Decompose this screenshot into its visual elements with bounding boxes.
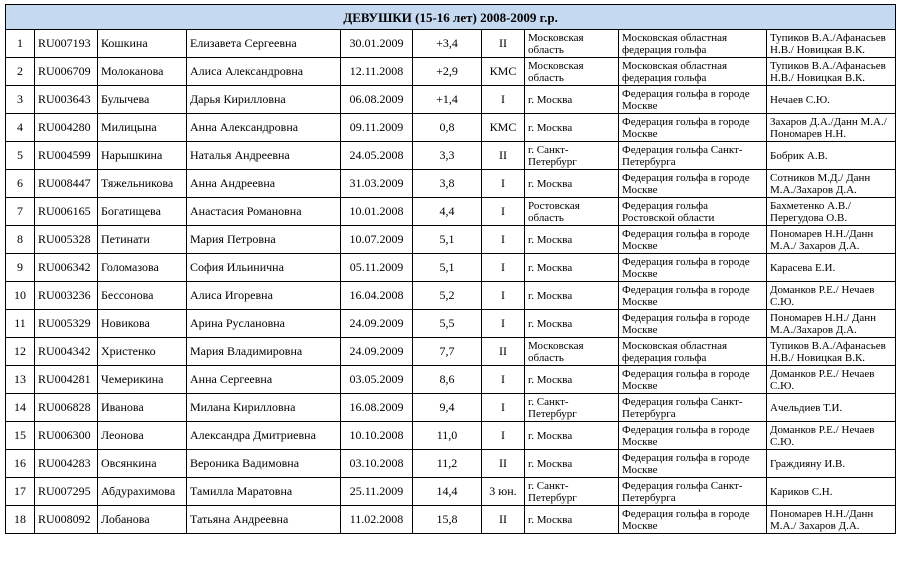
region: Московская область	[525, 30, 619, 58]
coach: Бобрик А.В.	[767, 142, 896, 170]
coach: Сотников М.Д./ Данн М.А./Захаров Д.А.	[767, 170, 896, 198]
table-row	[6, 142, 896, 170]
coach: Доманков Р.Е./ Нечаев С.Ю.	[767, 366, 896, 394]
coach: Пономарев Н.Н./Данн М.А./ Захаров Д.А.	[767, 226, 896, 254]
handicap: 11,2	[413, 450, 482, 478]
row-number: 14	[6, 394, 35, 422]
birth-date: 24.09.2009	[341, 338, 413, 366]
region: г. Санкт-Петербург	[525, 394, 619, 422]
row-number: 5	[6, 142, 35, 170]
region: г. Москва	[525, 310, 619, 338]
first-name: Мария Петровна	[187, 226, 341, 254]
federation: Федерация гольфа в городе Москве	[619, 506, 767, 534]
table-row	[6, 226, 896, 254]
table-row	[6, 394, 896, 422]
sport-rank: 3 юн.	[482, 478, 525, 506]
handicap: 3,3	[413, 142, 482, 170]
sport-rank: II	[482, 338, 525, 366]
handicap: 14,4	[413, 478, 482, 506]
federation: Московская областная федерация гольфа	[619, 58, 767, 86]
handicap: 9,4	[413, 394, 482, 422]
first-name: Наталья Андреевна	[187, 142, 341, 170]
region: г. Москва	[525, 170, 619, 198]
roster-sheet	[5, 4, 896, 534]
table-row	[6, 506, 896, 534]
coach: Бахметенко А.В./ Перегудова О.В.	[767, 198, 896, 226]
handicap: 15,8	[413, 506, 482, 534]
first-name: Анна Андреевна	[187, 170, 341, 198]
last-name: Петинати	[98, 226, 187, 254]
region: г. Москва	[525, 114, 619, 142]
birth-date: 25.11.2009	[341, 478, 413, 506]
federation: Федерация гольфа в городе Москве	[619, 310, 767, 338]
player-id: RU004281	[35, 366, 98, 394]
first-name: Алиса Александровна	[187, 58, 341, 86]
region: г. Москва	[525, 226, 619, 254]
sport-rank: I	[482, 366, 525, 394]
federation: Федерация гольфа Санкт-Петербурга	[619, 478, 767, 506]
birth-date: 12.11.2008	[341, 58, 413, 86]
coach: Тупиков В.А./Афанасьев Н.В./ Новицкая В.К.	[767, 58, 896, 86]
handicap: 11,0	[413, 422, 482, 450]
birth-date: 03.05.2009	[341, 366, 413, 394]
federation: Московская областная федерация гольфа	[619, 30, 767, 58]
player-id: RU007295	[35, 478, 98, 506]
table-row	[6, 114, 896, 142]
sport-rank: I	[482, 422, 525, 450]
row-number: 7	[6, 198, 35, 226]
player-id: RU005328	[35, 226, 98, 254]
handicap: 5,5	[413, 310, 482, 338]
table-row	[6, 310, 896, 338]
first-name: Арина Руслановна	[187, 310, 341, 338]
coach: Пономарев Н.Н./ Данн М.А./Захаров Д.А.	[767, 310, 896, 338]
first-name: Тамилла Маратовна	[187, 478, 341, 506]
coach: Доманков Р.Е./ Нечаев С.Ю.	[767, 422, 896, 450]
last-name: Овсянкина	[98, 450, 187, 478]
last-name: Кошкина	[98, 30, 187, 58]
region: Московская область	[525, 338, 619, 366]
player-id: RU004599	[35, 142, 98, 170]
player-id: RU004342	[35, 338, 98, 366]
federation: Федерация гольфа в городе Москве	[619, 86, 767, 114]
region: Московская область	[525, 58, 619, 86]
sport-rank: I	[482, 394, 525, 422]
table-row	[6, 282, 896, 310]
last-name: Чемерикина	[98, 366, 187, 394]
region: г. Санкт-Петербург	[525, 142, 619, 170]
row-number: 10	[6, 282, 35, 310]
player-id: RU006300	[35, 422, 98, 450]
row-number: 3	[6, 86, 35, 114]
table-row	[6, 58, 896, 86]
player-id: RU006828	[35, 394, 98, 422]
federation: Федерация гольфа в городе Москве	[619, 226, 767, 254]
region: Ростовская область	[525, 198, 619, 226]
last-name: Молоканова	[98, 58, 187, 86]
row-number: 11	[6, 310, 35, 338]
player-id: RU006342	[35, 254, 98, 282]
federation: Федерация гольфа в городе Москве	[619, 282, 767, 310]
player-id: RU008092	[35, 506, 98, 534]
handicap: 5,1	[413, 254, 482, 282]
birth-date: 30.01.2009	[341, 30, 413, 58]
row-number: 8	[6, 226, 35, 254]
coach: Доманков Р.Е./ Нечаев С.Ю.	[767, 282, 896, 310]
coach: Тупиков В.А./Афанасьев Н.В./ Новицкая В.К.	[767, 338, 896, 366]
row-number: 4	[6, 114, 35, 142]
birth-date: 11.02.2008	[341, 506, 413, 534]
roster-table	[5, 4, 896, 534]
first-name: Александра Дмитриевна	[187, 422, 341, 450]
handicap: 5,2	[413, 282, 482, 310]
sport-rank: I	[482, 226, 525, 254]
birth-date: 10.10.2008	[341, 422, 413, 450]
region: г. Москва	[525, 450, 619, 478]
region: г. Москва	[525, 506, 619, 534]
federation: Федерация гольфа в городе Москве	[619, 114, 767, 142]
table-row	[6, 254, 896, 282]
first-name: София Ильинична	[187, 254, 341, 282]
player-id: RU004283	[35, 450, 98, 478]
federation: Федерация гольфа в городе Москве	[619, 450, 767, 478]
sport-rank: I	[482, 254, 525, 282]
row-number: 18	[6, 506, 35, 534]
first-name: Дарья Кирилловна	[187, 86, 341, 114]
first-name: Анна Александровна	[187, 114, 341, 142]
last-name: Тяжельникова	[98, 170, 187, 198]
birth-date: 05.11.2009	[341, 254, 413, 282]
birth-date: 31.03.2009	[341, 170, 413, 198]
coach: Захаров Д.А./Данн М.А./Пономарев Н.Н.	[767, 114, 896, 142]
first-name: Вероника Вадимовна	[187, 450, 341, 478]
coach: Карасева Е.И.	[767, 254, 896, 282]
row-number: 16	[6, 450, 35, 478]
player-id: RU008447	[35, 170, 98, 198]
row-number: 15	[6, 422, 35, 450]
first-name: Мария Владимировна	[187, 338, 341, 366]
sport-rank: II	[482, 450, 525, 478]
first-name: Елизавета Сергеевна	[187, 30, 341, 58]
handicap: +1,4	[413, 86, 482, 114]
birth-date: 16.08.2009	[341, 394, 413, 422]
coach: Пономарев Н.Н./Данн М.А./ Захаров Д.А.	[767, 506, 896, 534]
birth-date: 10.01.2008	[341, 198, 413, 226]
first-name: Анастасия Романовна	[187, 198, 341, 226]
sport-rank: II	[482, 506, 525, 534]
region: г. Москва	[525, 86, 619, 114]
table-row	[6, 30, 896, 58]
federation: Федерация гольфа в городе Москве	[619, 422, 767, 450]
player-id: RU007193	[35, 30, 98, 58]
region: г. Санкт-Петербург	[525, 478, 619, 506]
birth-date: 09.11.2009	[341, 114, 413, 142]
handicap: +3,4	[413, 30, 482, 58]
first-name: Милана Кирилловна	[187, 394, 341, 422]
handicap: 3,8	[413, 170, 482, 198]
roster-body	[6, 5, 896, 534]
title-row	[6, 5, 896, 30]
federation: Федерация гольфа Санкт-Петербурга	[619, 394, 767, 422]
federation: Московская областная федерация гольфа	[619, 338, 767, 366]
player-id: RU006709	[35, 58, 98, 86]
first-name: Алиса Игоревна	[187, 282, 341, 310]
sport-rank: I	[482, 310, 525, 338]
birth-date: 24.05.2008	[341, 142, 413, 170]
last-name: Леонова	[98, 422, 187, 450]
player-id: RU003643	[35, 86, 98, 114]
region: г. Москва	[525, 422, 619, 450]
table-row	[6, 170, 896, 198]
sport-rank: I	[482, 282, 525, 310]
player-id: RU005329	[35, 310, 98, 338]
row-number: 13	[6, 366, 35, 394]
federation: Федерация гольфа Ростовской области	[619, 198, 767, 226]
last-name: Христенко	[98, 338, 187, 366]
region: г. Москва	[525, 282, 619, 310]
table-row	[6, 450, 896, 478]
first-name: Татьяна Андреевна	[187, 506, 341, 534]
handicap: 8,6	[413, 366, 482, 394]
sport-rank: II	[482, 30, 525, 58]
table-row	[6, 338, 896, 366]
handicap: 4,4	[413, 198, 482, 226]
coach: Тупиков В.А./Афанасьев Н.В./ Новицкая В.К.	[767, 30, 896, 58]
player-id: RU003236	[35, 282, 98, 310]
last-name: Богатищева	[98, 198, 187, 226]
table-row	[6, 198, 896, 226]
table-row	[6, 478, 896, 506]
row-number: 9	[6, 254, 35, 282]
first-name: Анна Сергеевна	[187, 366, 341, 394]
last-name: Лобанова	[98, 506, 187, 534]
region: г. Москва	[525, 254, 619, 282]
row-number: 12	[6, 338, 35, 366]
birth-date: 10.07.2009	[341, 226, 413, 254]
sport-rank: I	[482, 198, 525, 226]
birth-date: 16.04.2008	[341, 282, 413, 310]
handicap: 7,7	[413, 338, 482, 366]
row-number: 2	[6, 58, 35, 86]
sport-rank: I	[482, 86, 525, 114]
player-id: RU006165	[35, 198, 98, 226]
sport-rank: КМС	[482, 58, 525, 86]
last-name: Голомазова	[98, 254, 187, 282]
table-row	[6, 366, 896, 394]
birth-date: 03.10.2008	[341, 450, 413, 478]
birth-date: 06.08.2009	[341, 86, 413, 114]
sport-rank: I	[482, 170, 525, 198]
row-number: 1	[6, 30, 35, 58]
last-name: Абдурахимова	[98, 478, 187, 506]
sport-rank: КМС	[482, 114, 525, 142]
federation: Федерация гольфа в городе Москве	[619, 254, 767, 282]
table-title: ДЕВУШКИ (15-16 лет) 2008-2009 г.р.	[6, 5, 896, 30]
federation: Федерация гольфа в городе Москве	[619, 170, 767, 198]
row-number: 6	[6, 170, 35, 198]
last-name: Иванова	[98, 394, 187, 422]
handicap: 5,1	[413, 226, 482, 254]
region: г. Москва	[525, 366, 619, 394]
federation: Федерация гольфа Санкт-Петербурга	[619, 142, 767, 170]
last-name: Милицына	[98, 114, 187, 142]
federation: Федерация гольфа в городе Москве	[619, 366, 767, 394]
coach: Ачельдиев Т.И.	[767, 394, 896, 422]
handicap: +2,9	[413, 58, 482, 86]
birth-date: 24.09.2009	[341, 310, 413, 338]
table-row	[6, 86, 896, 114]
row-number: 17	[6, 478, 35, 506]
coach: Нечаев С.Ю.	[767, 86, 896, 114]
sport-rank: II	[482, 142, 525, 170]
coach: Граждияну И.В.	[767, 450, 896, 478]
last-name: Бессонова	[98, 282, 187, 310]
handicap: 0,8	[413, 114, 482, 142]
coach: Кариков С.Н.	[767, 478, 896, 506]
last-name: Новикова	[98, 310, 187, 338]
last-name: Нарышкина	[98, 142, 187, 170]
last-name: Булычева	[98, 86, 187, 114]
player-id: RU004280	[35, 114, 98, 142]
table-row	[6, 422, 896, 450]
